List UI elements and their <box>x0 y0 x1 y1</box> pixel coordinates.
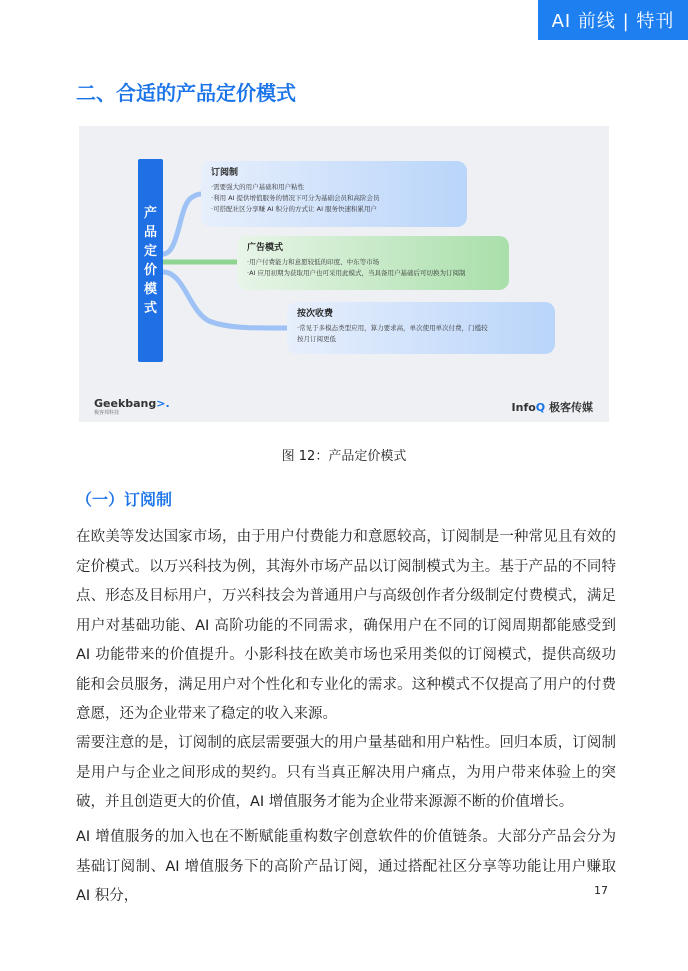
box-line: ·需要强大的用户基础和用户粘性 <box>211 183 305 191</box>
center-label-bar <box>138 159 163 362</box>
paragraph: 需要注意的是，订阅制的底层需要强大的用户量基础和用户粘性。回归本质，订阅制是用户与企业之间形成的契约。只有当真正解决用户痛点，为用户带来体验上的突破，并且创造更大的价值，AI 增值服务才能为企业带来源源不断的价值增长。 <box>76 735 616 810</box>
box-line: ·AI 应用初期为获取用户也可采用此模式，当具备用户基础后可切换为订阅制 <box>247 269 466 277</box>
box-line: ·利用 AI 提供增值服务的情况下可分为基础会员和高阶会员 <box>211 194 380 202</box>
paragraph: AI 增值服务的加入也在不断赋能重构数字创意软件的价值链条。大部分产品会分为基础订阅制、AI 增值服务下的高阶产品订阅，通过搭配社区分享等功能让用户赚取 AI 积分， <box>76 829 616 904</box>
center-label-char: 价 <box>143 262 157 278</box>
subscription-box <box>201 161 467 227</box>
ad-model-box <box>237 236 509 290</box>
box-line: ·可搭配社区分享赚 AI 积分的方式让 AI 服务快速积累用户 <box>211 205 378 213</box>
box-line: ·常见于多模态类型应用，算力要求高，单次使用单次付费，门槛较 <box>297 324 488 332</box>
box-line: ·用户付费能力和意愿较低的印度、中东等市场 <box>247 258 380 266</box>
center-label-char: 式 <box>143 300 157 316</box>
center-label-char: 产 <box>143 205 157 221</box>
pricing-model-figure <box>79 126 609 422</box>
infoq-logo: InfoQ 极客传媒 <box>511 401 593 414</box>
box-title: 订阅制 <box>211 168 239 178</box>
center-label-char: 定 <box>143 243 157 259</box>
header-tag: AI 前线 | 特刊 <box>538 0 688 40</box>
page-number: 17 <box>594 884 608 897</box>
pay-per-use-box <box>287 302 555 354</box>
center-label-char: 模 <box>143 281 157 297</box>
box-title: 按次收费 <box>297 309 334 319</box>
subsection-title: （一）订阅制 <box>76 490 173 509</box>
box-line: 按月订阅更低 <box>297 335 336 343</box>
paragraph: 在欧美等发达国家市场，由于用户付费能力和意愿较高，订阅制是一种常见且有效的定价模式。以万兴科技为例，其海外市场产品以订阅制模式为主。基于产品的不同特点、形态及目标用户，万兴科技会为普通用户与高级创作者分级制定付费模式，满足用户对基础功能、AI 高阶功能的不同需求，确保用户在不同的订阅周期都能感受到 AI 功能带来的价值提升。小影科技在欧美市场也采用类似的订阅模式，提供高级功能和会员服务，满足用户对个性化和专业化的需求。这种模式不仅提高了用户的付费意愿，还为企业带来了稳定的收入来源。 <box>76 529 616 722</box>
section-title: 二、合适的产品定价模式 <box>76 81 296 105</box>
center-label-char: 品 <box>143 224 157 240</box>
box-title: 广告模式 <box>247 243 284 253</box>
geekbang-logo: Geekbang>. 极客邦科技 <box>94 397 170 416</box>
figure-caption: 图 12：产品定价模式 <box>281 449 407 464</box>
